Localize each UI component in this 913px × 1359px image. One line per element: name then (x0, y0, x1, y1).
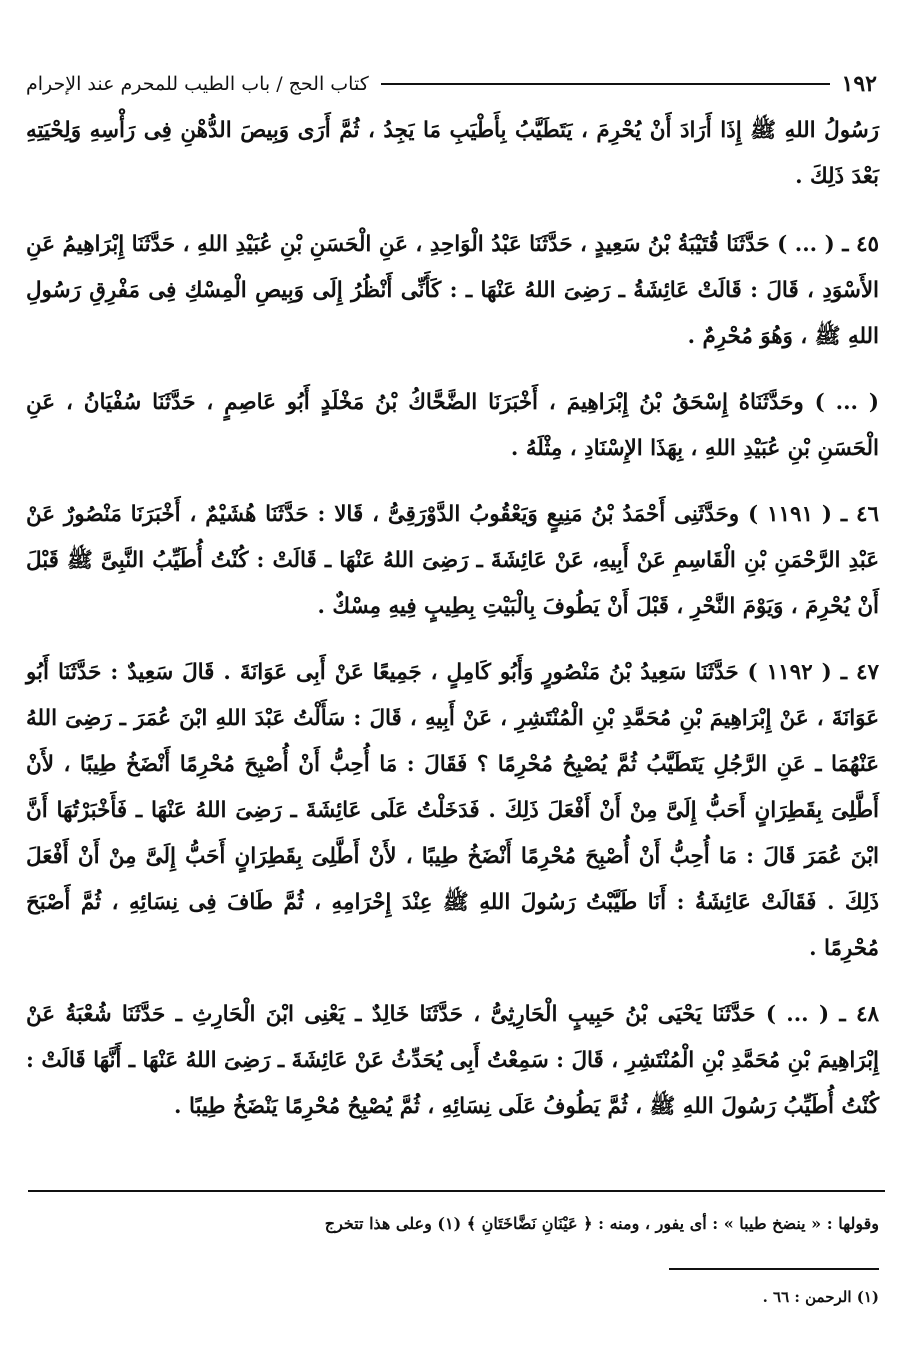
hadith-45: ٤٥ ـ ( ... ) حَدَّثَنَا قُتَيْبَةُ بْنُ سَعِيدٍ ، حَدَّثَنَا عَبْدُ الْوَاحِدِ ، عَنِ الْحَسَنِ بْنِ عُبَيْدِ اللهِ ، حَدَّثَنَا إِبْرَاهِيمُ عَنِ الأَسْوَدِ ، قَالَ : قَالَتْ عَائِشَةُ ـ رَضِىَ اللهُ عَنْهَا ـ : كَأَنِّى أَنْظُرُ إِلَى وَبِيصِ الْمِسْكِ فِى مَفْرِقِ رَسُولِ اللهِ ﷺ ، وَهُوَ مُحْرِمٌ . (26, 232, 879, 349)
hadith-48: ٤٨ ـ ( ... ) حَدَّثَنَا يَحْيَى بْنُ حَبِيبٍ الْحَارِثِىُّ ، حَدَّثَنَا خَالِدٌ ـ يَعْنِى ابْنَ الْحَارِثِ ـ حَدَّثَنَا شُعْبَةُ عَنْ إِبْرَاهِيمَ بْنِ مُحَمَّدِ بْنِ الْمُنْتَشِرِ ، قَالَ : سَمِعْتُ أَبِى يُحَدِّثُ عَنْ عَائِشَةَ ـ رَضِىَ اللهُ عَنْهَا ـ أَنَّهَا قَالَتْ : كُنْتُ أُطَيِّبُ رَسُولَ اللهِ ﷺ ، ثُمَّ يَطُوفُ عَلَى نِسَائِهِ ، ثُمَّ يُصْبِحُ مُحْرِمًا يَنْضَخُ طِيبًا . (26, 1002, 879, 1119)
paragraph-continuation: رَسُولُ اللهِ ﷺ إِذَا أَرَادَ أَنْ يُحْرِمَ ، يَتَطَيَّبُ بِأَطْيَبِ مَا يَجِدُ ، ثُمَّ أَرَى وَبِيصَ الدُّهْنِ فِى رَأْسِهِ وَلِحْيَتِهِ بَعْدَ ذَلِكَ . (26, 118, 879, 189)
running-header (26, 64, 877, 104)
footnote-divider (669, 1268, 879, 1270)
main-text (26, 108, 879, 1150)
header-rule (381, 83, 830, 85)
commentary-note: وقولها : « ينضخ طيبا » : أى يفور ، ومنه : ﴿ عَيْنَانِ نَضَّاخَتَانِ ﴾ (١) وعلى هذا تتخرج (324, 1214, 879, 1233)
page-number: ١٩٢ (841, 71, 877, 97)
hadith-47: ٤٧ ـ ( ١١٩٢ ) حَدَّثَنَا سَعِيدُ بْنُ مَنْصُورٍ وَأَبُو كَامِلٍ ، جَمِيعًا عَنْ أَبِى عَوَانَةَ . قَالَ سَعِيدٌ : حَدَّثَنَا أَبُو عَوَانَةَ ، عَنْ إِبْرَاهِيمَ بْنِ مُحَمَّدِ بْنِ الْمُنْتَشِرِ ، عَنْ أَبِيهِ ، قَالَ : سَأَلْتُ عَبْدَ اللهِ ابْنَ عُمَرَ ـ رَضِىَ اللهُ عَنْهُمَا ـ عَنِ الرَّجُلِ يَتَطَيَّبُ ثُمَّ يُصْبِحُ مُحْرِمًا ؟ فَقَالَ : مَا أُحِبُّ أَنْ أُصْبِحَ مُحْرِمًا أَنْضَخُ طِيبًا ، لأَنْ أَطَّلِىَ بِقَطِرَانٍ أَحَبُّ إِلَىَّ مِنْ أَنْ أَفْعَلَ ذَلِكَ . فَدَخَلْتُ عَلَى عَائِشَةَ ـ رَضِىَ اللهُ عَنْهَا ـ فَأَخْبَرْتُهَا أَنَّ ابْنَ عُمَرَ قَالَ : مَا أُحِبُّ أَنْ أُصْبِحَ مُحْرِمًا أَنْضَخُ طِيبًا ، لأَنْ أَطَّلِىَ بِقَطِرَانٍ أَحَبُّ إِلَىَّ مِنْ أَنْ أَفْعَلَ ذَلِكَ . فَقَالَتْ عَائِشَةُ : أَنَا طَيَّبْتُ رَسُولَ اللهِ ﷺ عِنْدَ إِحْرَامِهِ ، ثُمَّ طَافَ فِى نِسَائِهِ ، ثُمَّ أَصْبَحَ مُحْرِمًا . (26, 660, 879, 961)
hadith-46: ٤٦ ـ ( ١١٩١ ) وحَدَّثَنِى أَحْمَدُ بْنُ مَنِيعٍ وَيَعْقُوبُ الدَّوْرَقِىُّ ، قَالا : حَدَّثَنَا هُشَيْمٌ ، أَخْبَرَنَا مَنْصُورٌ عَنْ عَبْدِ الرَّحْمَنِ بْنِ الْقَاسِمِ عَنْ أَبِيهِ، عَنْ عَائِشَةَ ـ رَضِىَ اللهُ عَنْهَا ـ قَالَتْ : كُنْتُ أُطَيِّبُ النَّبِىَّ ﷺ قَبْلَ أَنْ يُحْرِمَ ، وَيَوْمَ النَّحْرِ ، قَبْلَ أَنْ يَطُوفَ بِالْبَيْتِ بِطِيبٍ فِيهِ مِسْكٌ . (26, 502, 879, 619)
footnote: (١) الرحمن : ٦٦ . (762, 1288, 879, 1306)
running-title: كتاب الحج / باب الطيب للمحرم عند الإحرام (26, 73, 369, 95)
commentary-divider (28, 1190, 885, 1192)
hadith-45-variant: ( ... ) وحَدَّثَنَاهُ إِسْحَقُ بْنُ إِبْرَاهِيمَ ، أَخْبَرَنَا الضَّحَّاكُ بْنُ مَخْلَدٍ أَبُو عَاصِمٍ ، حَدَّثَنَا سُفْيَانُ ، عَنِ الْحَسَنِ بْنِ عُبَيْدِ اللهِ ، بِهَذَا الإِسْنَادِ ، مِثْلَهُ . (26, 390, 879, 461)
